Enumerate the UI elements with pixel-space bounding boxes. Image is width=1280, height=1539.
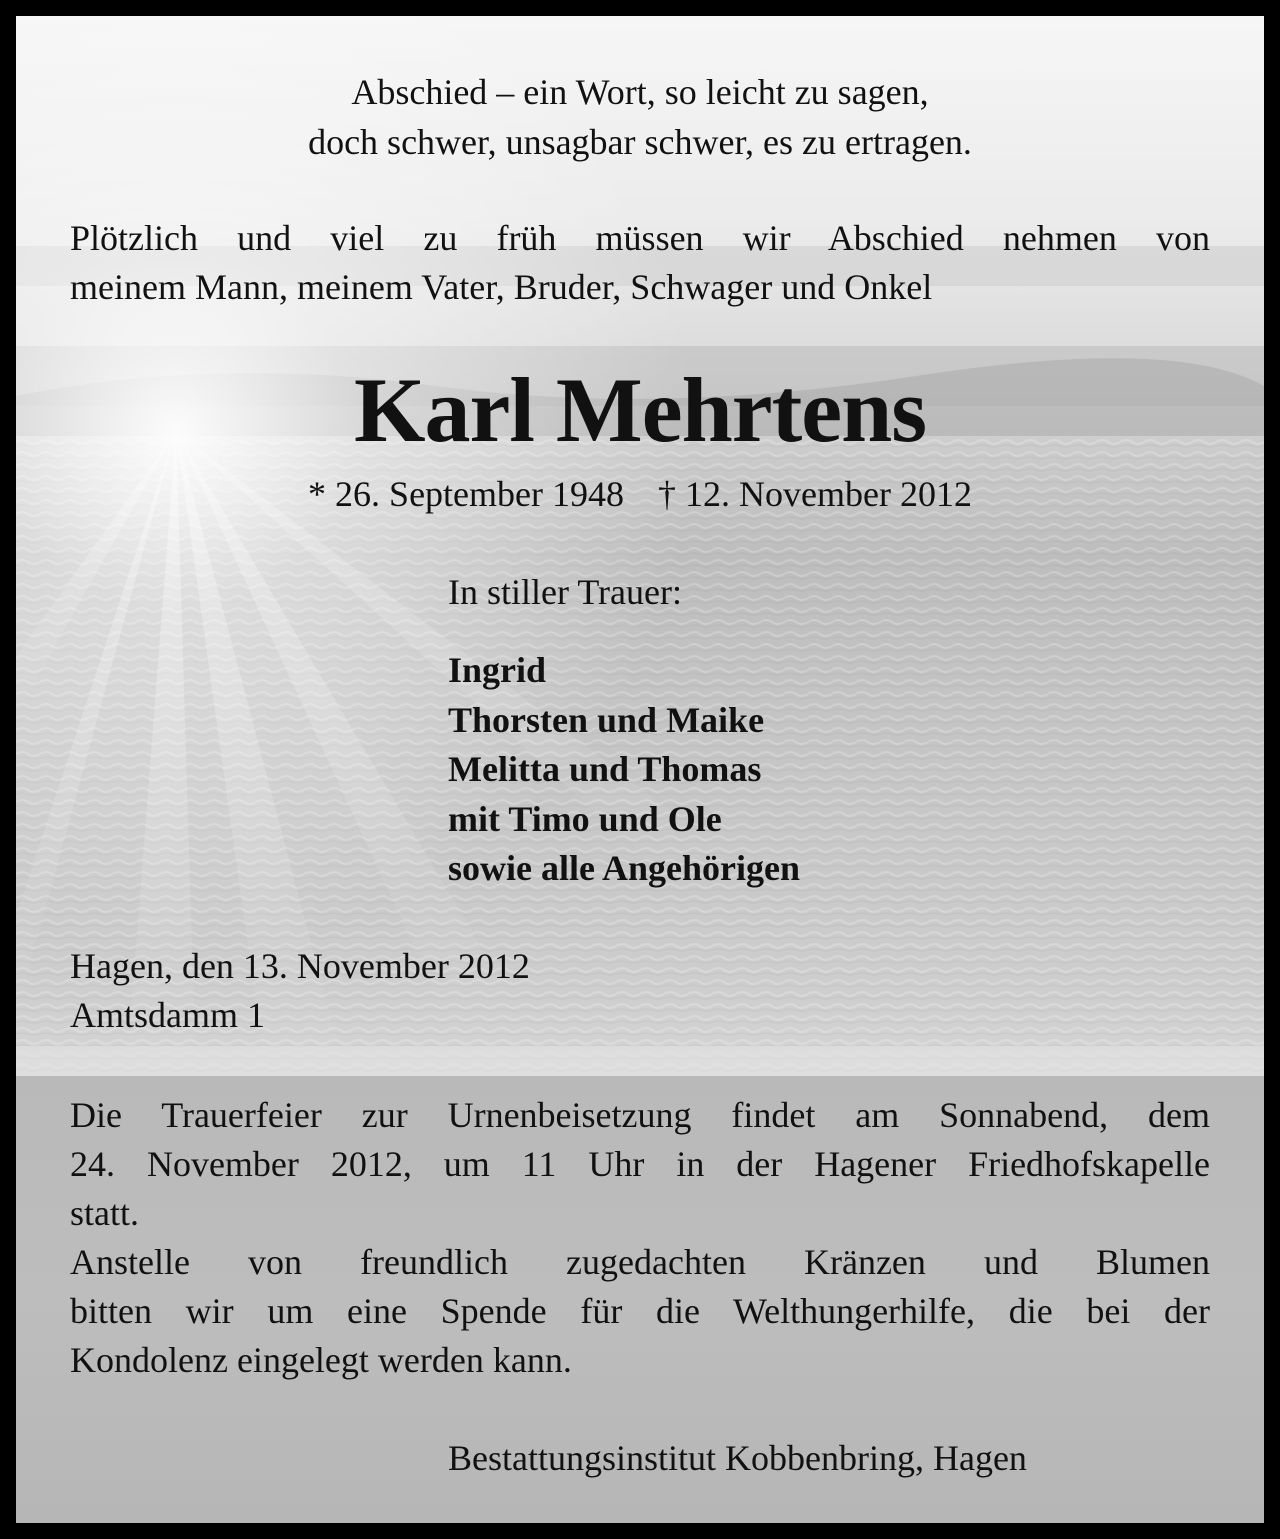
intro-line-1: Plötzlich und viel zu früh müssen wir Abschied nehmen von	[70, 218, 1210, 258]
place-date: Hagen, den 13. November 2012	[70, 946, 530, 986]
mourner-name: Ingrid	[448, 650, 547, 690]
quote-line-2: doch schwer, unsagbar schwer, es zu ertragen.	[308, 122, 972, 162]
mourner-name: Melitta und Thomas	[448, 749, 762, 789]
deceased-name: Karl Mehrtens	[353, 359, 927, 461]
address: Amtsdamm 1	[70, 995, 265, 1035]
ceremony-line-2: 24. November 2012, um 11 Uhr in der Hagener Friedhofskapelle	[70, 1144, 1210, 1184]
death-date: † 12. November 2012	[658, 474, 972, 514]
donation-line-1: Anstelle von freundlich zugedachten Kränzen und Blumen	[70, 1242, 1210, 1282]
intro-line-2: meinem Mann, meinem Vater, Bruder, Schwager und Onkel	[70, 267, 933, 307]
birth-date: * 26. September 1948	[308, 474, 624, 514]
funeral-home: Bestattungsinstitut Kobbenbring, Hagen	[448, 1438, 1027, 1478]
mourner-name: sowie alle Angehörigen	[448, 848, 800, 888]
donation-line-2: bitten wir um eine Spende für die Welthungerhilfe, die bei der	[70, 1291, 1210, 1331]
notice-panel	[16, 16, 1264, 1523]
quote-line-1: Abschied – ein Wort, so leicht zu sagen,	[351, 72, 929, 112]
mourner-name: mit Timo und Ole	[448, 798, 722, 839]
ceremony-line-1: Die Trauerfeier zur Urnenbeisetzung findet am Sonnabend, dem	[70, 1095, 1210, 1135]
donation-line-3: Kondolenz eingelegt werden kann.	[70, 1340, 572, 1380]
mourner-name: Thorsten und Maike	[448, 699, 765, 740]
mourning-heading: In stiller Trauer:	[448, 572, 682, 612]
life-dates	[16, 472, 1264, 516]
mourners-list	[448, 646, 800, 894]
ceremony-line-3: statt.	[70, 1193, 139, 1233]
